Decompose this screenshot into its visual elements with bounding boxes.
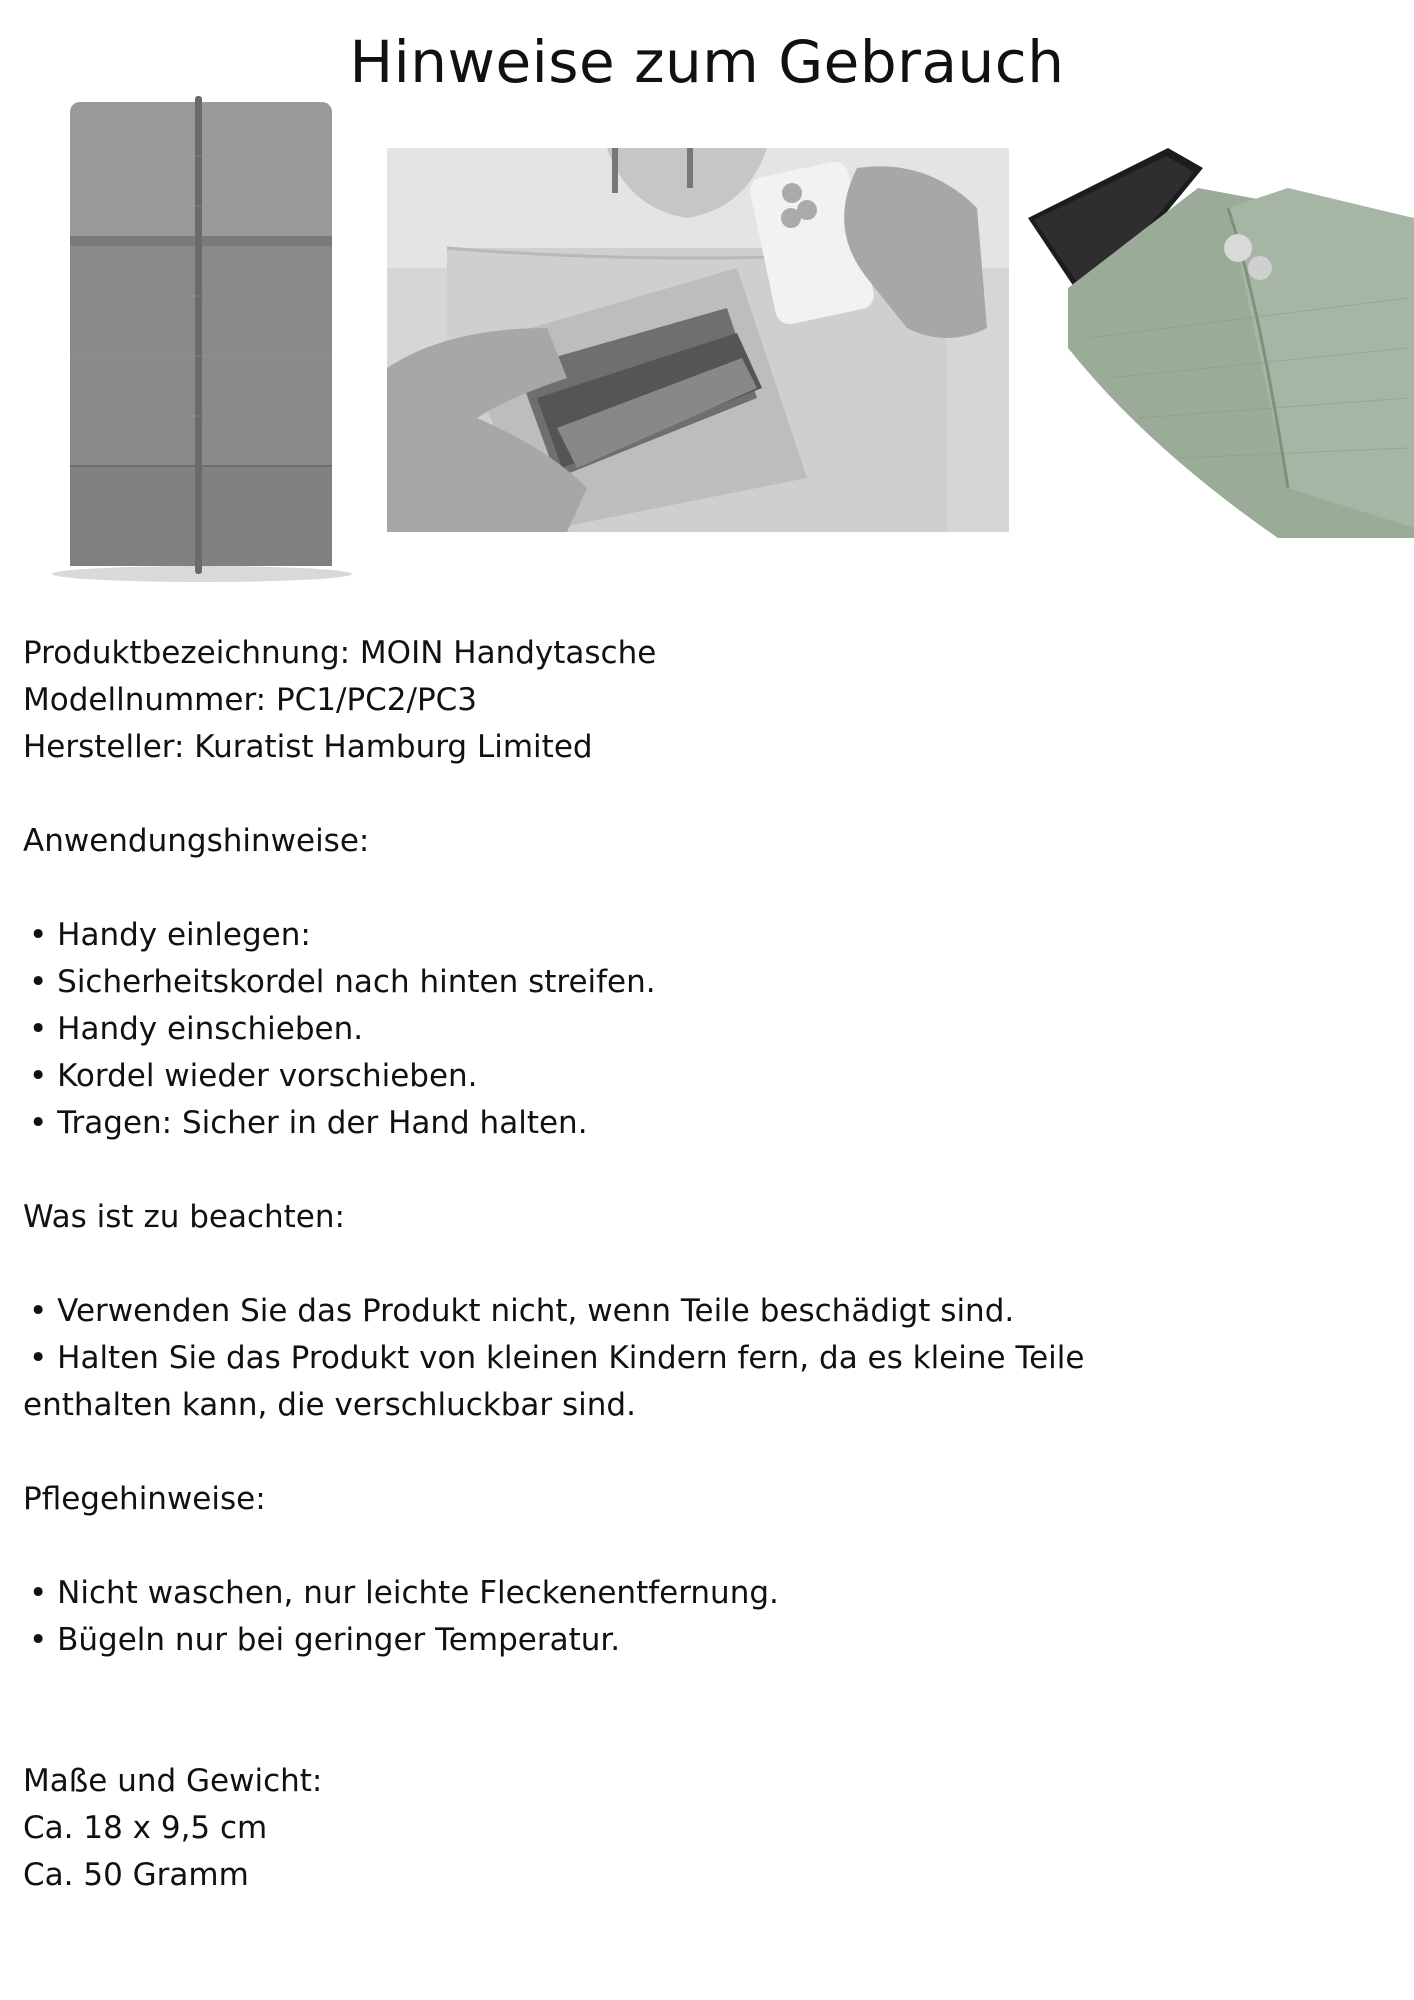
usage-item: • Handy einschieben. (29, 1011, 364, 1047)
page-title: Hinweise zum Gebrauch (349, 28, 1065, 96)
usage-item: • Tragen: Sicher in der Hand halten. (29, 1105, 588, 1141)
usage-item: • Kordel wieder vorschieben. (29, 1058, 478, 1094)
hoodie-usage-photo (387, 148, 1009, 532)
usage-heading: Anwendungshinweise: (23, 823, 370, 859)
care-item: • Nicht waschen, nur leichte Fleckenentfernung. (29, 1575, 779, 1611)
usage-item: • Handy einlegen: (29, 917, 311, 953)
instructions-text (23, 630, 1383, 1899)
manufacturer-line: Hersteller: Kuratist Hamburg Limited (23, 729, 593, 765)
notes-heading: Was ist zu beachten: (23, 1199, 345, 1235)
product-name-line: Produktbezeichnung: MOIN Handytasche (23, 635, 657, 671)
model-number-line: Modellnummer: PC1/PC2/PC3 (23, 682, 478, 718)
care-heading: Pflegehinweise: (23, 1481, 266, 1517)
grey-pouch-photo (42, 96, 360, 591)
green-pouch-photo (1028, 148, 1414, 538)
notes-item: • Verwenden Sie das Produkt nicht, wenn Teile beschädigt sind. (29, 1293, 1015, 1329)
dimensions-weight: Ca. 50 Gramm (23, 1857, 249, 1893)
notes-continuation: enthalten kann, die verschluckbar sind. (23, 1387, 636, 1423)
dimensions-size: Ca. 18 x 9,5 cm (23, 1810, 268, 1846)
dimensions-heading: Maße und Gewicht: (23, 1763, 323, 1799)
care-item: • Bügeln nur bei geringer Temperatur. (29, 1622, 621, 1658)
usage-item: • Sicherheitskordel nach hinten streifen. (29, 964, 656, 1000)
notes-item: • Halten Sie das Produkt von kleinen Kindern fern, da es kleine Teile (29, 1340, 1085, 1376)
